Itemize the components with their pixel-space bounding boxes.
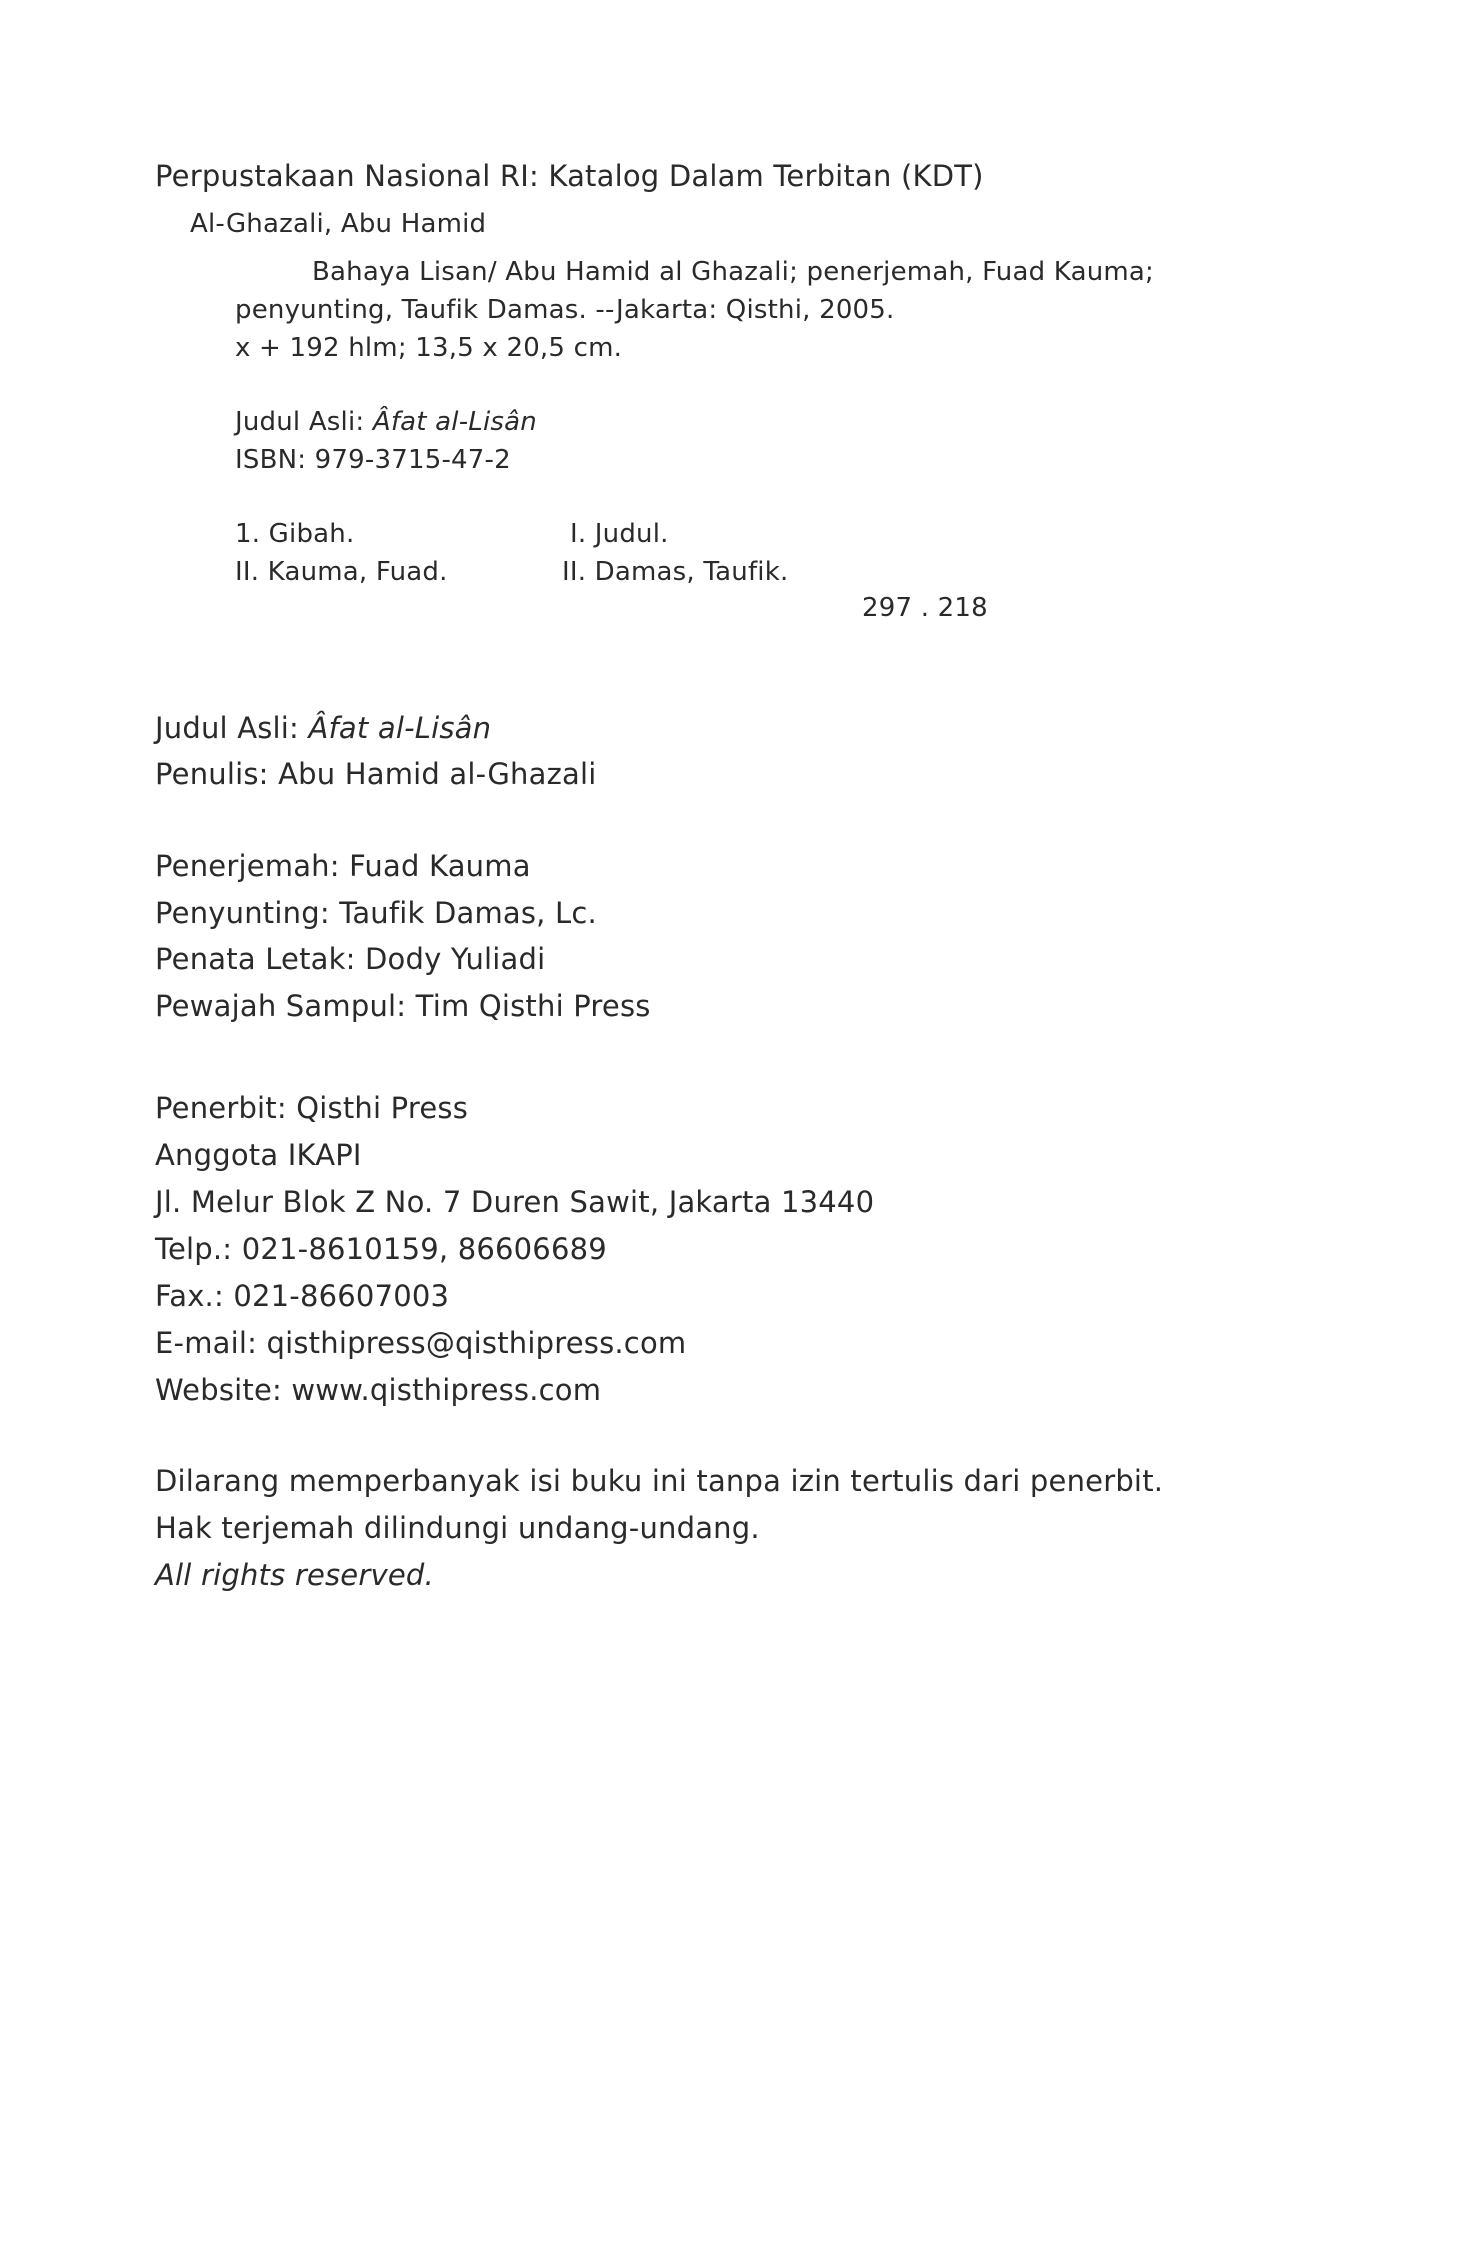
kdt-subject-right-1: I. Judul. xyxy=(570,519,669,549)
kdt-description-line2: penyunting, Taufik Damas. --Jakarta: Qisthi, 2005. xyxy=(235,295,895,325)
kdt-subject-right-2: II. Damas, Taufik. xyxy=(562,557,789,587)
credits-editor: Penyunting: Taufik Damas, Lc. xyxy=(155,896,597,930)
credits-translator: Penerjemah: Fuad Kauma xyxy=(155,849,531,883)
publisher-address: Jl. Melur Blok Z No. 7 Duren Sawit, Jakarta 13440 xyxy=(155,1185,875,1219)
kdt-heading: Perpustakaan Nasional RI: Katalog Dalam Terbitan (KDT) xyxy=(155,159,984,193)
publisher-phone: Telp.: 021-8610159, 86606689 xyxy=(155,1232,607,1266)
kdt-original-title-label: Judul Asli: xyxy=(235,407,373,437)
kdt-classification: 297 . 218 xyxy=(862,593,988,623)
credits-cover: Pewajah Sampul: Tim Qisthi Press xyxy=(155,989,651,1023)
rights-line1: Dilarang memperbanyak isi buku ini tanpa izin tertulis dari penerbit. xyxy=(155,1464,1164,1498)
credits-layout: Penata Letak: Dody Yuliadi xyxy=(155,942,546,976)
kdt-description-line1: Bahaya Lisan/ Abu Hamid al Ghazali; penerjemah, Fuad Kauma; xyxy=(312,257,1155,287)
publisher-member: Anggota IKAPI xyxy=(155,1138,362,1172)
kdt-original-title-value: Âfat al-Lisân xyxy=(372,407,537,437)
credits-original-title-label: Judul Asli: xyxy=(155,711,309,745)
kdt-original-title xyxy=(235,406,537,438)
rights-line3: All rights reserved. xyxy=(155,1558,434,1592)
kdt-subject-left-1: 1. Gibah. xyxy=(235,519,355,549)
credits-original-title xyxy=(155,710,491,746)
kdt-subject-left-2: II. Kauma, Fuad. xyxy=(235,557,448,587)
rights-line2: Hak terjemah dilindungi undang-undang. xyxy=(155,1511,760,1545)
credits-author: Penulis: Abu Hamid al-Ghazali xyxy=(155,757,597,791)
credits-original-title-value: Âfat al-Lisân xyxy=(308,711,492,745)
publisher-name: Penerbit: Qisthi Press xyxy=(155,1091,469,1125)
kdt-description-line3: x + 192 hlm; 13,5 x 20,5 cm. xyxy=(235,333,623,363)
publisher-website: Website: www.qisthipress.com xyxy=(155,1373,602,1407)
kdt-isbn: ISBN: 979-3715-47-2 xyxy=(235,445,511,475)
publisher-fax: Fax.: 021-86607003 xyxy=(155,1279,450,1313)
kdt-author: Al-Ghazali, Abu Hamid xyxy=(190,209,487,239)
publisher-email: E-mail: qisthipress@qisthipress.com xyxy=(155,1326,687,1360)
